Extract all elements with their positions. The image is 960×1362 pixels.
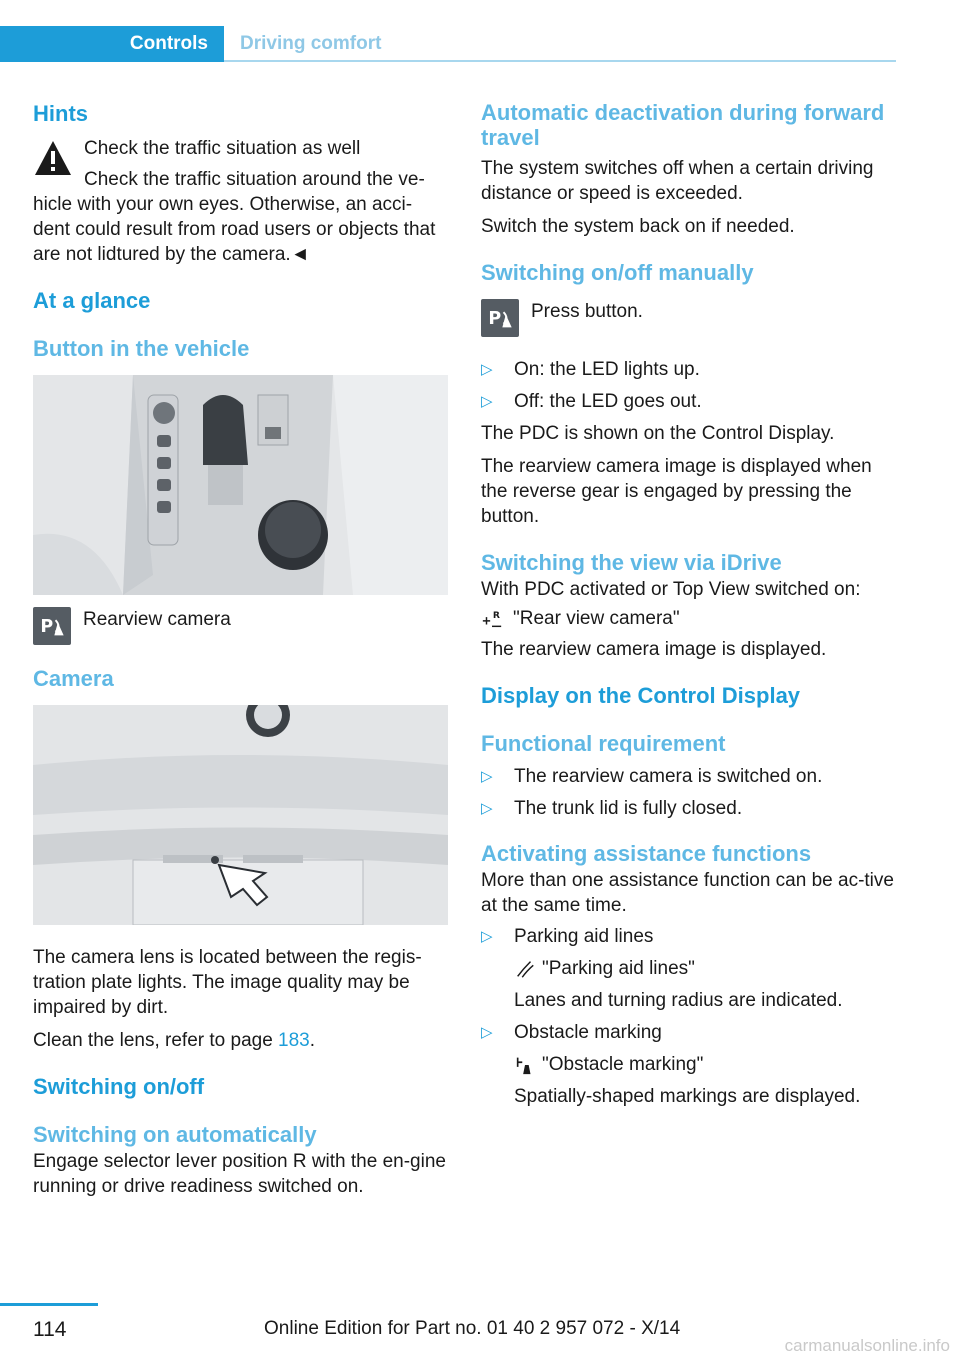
switching-auto-heading: Switching on automatically xyxy=(33,1122,317,1147)
svg-text:P: P xyxy=(488,308,502,329)
button-in-vehicle-heading: Button in the vehicle xyxy=(33,336,250,361)
pdc-button-icon-2 xyxy=(481,299,519,337)
parking-lines-menu-item[interactable]: "Parking aid lines" xyxy=(542,958,695,979)
at-a-glance-heading: At a glance xyxy=(33,288,151,313)
vehicle-console-image xyxy=(33,375,448,595)
bullet-triangle-icon: ▷ xyxy=(481,393,493,410)
bullet-triangle-icon: ▷ xyxy=(481,928,493,945)
parking-lines-title: Parking aid lines xyxy=(514,926,654,947)
camera-heading: Camera xyxy=(33,666,114,691)
rear-view-menu-row xyxy=(481,606,901,631)
rear-image-text: The rearview camera image is displayed when the reverse gear is engaged by pressing the button. xyxy=(481,456,872,527)
requirement-2: The trunk lid is fully closed. xyxy=(514,798,743,819)
requirement-1: The rearview camera is switched on. xyxy=(514,766,823,787)
list-item xyxy=(481,1020,901,1109)
assist-list xyxy=(481,924,901,1109)
led-list xyxy=(481,357,901,414)
warning-first-line: Check the traffic situation around the ve- xyxy=(84,169,425,190)
warning-body: hicle with your own eyes. Otherwise, an acci-dent could result from road users or objects that are not lidtured by the camera.◄ xyxy=(33,194,436,265)
idrive-heading: Switching the view via iDrive xyxy=(481,550,782,575)
header-bar xyxy=(0,0,960,62)
rearview-camera-button-row xyxy=(33,607,448,645)
bullet-triangle-icon: ▷ xyxy=(481,361,493,378)
warning-title: Check the traffic situation as well xyxy=(84,138,361,159)
tab-driving-comfort[interactable]: Driving comfort xyxy=(240,33,382,54)
manual-switch-heading: Switching on/off manually xyxy=(481,260,754,285)
rear-view-camera-icon xyxy=(481,608,503,630)
bullet-triangle-icon: ▷ xyxy=(481,1024,493,1041)
assist-heading: Activating assistance functions xyxy=(481,841,812,866)
switching-heading: Switching on/off xyxy=(33,1074,205,1099)
parking-lines-description: Lanes and turning radius are indicated. xyxy=(514,990,843,1011)
camera-description: The camera lens is located between the regis-tration plate lights. The image quality may be impaired by dirt. xyxy=(33,947,422,1018)
obstacle-marking-icon xyxy=(514,1054,536,1076)
parking-lines-icon xyxy=(514,958,536,980)
list-item xyxy=(481,764,901,789)
obstacle-menu-row xyxy=(514,1052,901,1077)
press-button-row xyxy=(481,299,901,337)
list-item xyxy=(481,389,901,414)
auto-deactivation-text: The system switches off when a certain driving distance or speed is exceeded. xyxy=(481,158,874,204)
obstacle-marking-title: Obstacle marking xyxy=(514,1022,662,1043)
list-item xyxy=(481,924,901,1013)
hints-heading: Hints xyxy=(33,101,88,126)
pdc-text: The PDC is shown on the Control Display. xyxy=(481,423,835,444)
display-heading: Display on the Control Display xyxy=(481,683,801,708)
rear-image-displayed: The rearview camera image is displayed. xyxy=(481,639,827,660)
right-column xyxy=(481,100,901,1116)
clean-lens-prefix: Clean the lens, refer to page xyxy=(33,1030,279,1051)
left-column xyxy=(33,100,448,1199)
page-183-link[interactable]: 183 xyxy=(278,1030,310,1051)
functional-heading: Functional requirement xyxy=(481,731,726,756)
header-divider xyxy=(224,60,896,62)
warning-block xyxy=(33,136,448,192)
idrive-text: With PDC activated or Top View switched on: xyxy=(481,579,861,600)
assist-text: More than one assistance function can be ac-tive at the same time. xyxy=(481,870,894,916)
obstacle-marking-menu-item[interactable]: "Obstacle marking" xyxy=(542,1054,704,1075)
led-off-text: Off: the LED goes out. xyxy=(514,391,702,412)
tab-controls[interactable]: Controls xyxy=(0,26,224,62)
rearview-camera-label: Rearview camera xyxy=(83,609,231,630)
parking-lines-menu-row xyxy=(514,956,901,981)
led-on-text: On: the LED lights up. xyxy=(514,359,700,380)
press-button-text: Press button. xyxy=(531,301,643,322)
clean-lens-text xyxy=(33,1028,448,1053)
footer-accent-line xyxy=(0,1303,98,1306)
list-item xyxy=(481,796,901,821)
list-item xyxy=(481,357,901,382)
warning-triangle-icon xyxy=(33,138,73,178)
switching-auto-text: Engage selector lever position R with the en-gine running or drive readiness switched on. xyxy=(33,1151,446,1197)
requirements-list xyxy=(481,764,901,821)
camera-location-image xyxy=(33,705,448,925)
obstacle-marking-description: Spatially-shaped markings are displayed. xyxy=(514,1086,861,1107)
pdc-button-icon xyxy=(33,607,71,645)
svg-text:R: R xyxy=(492,609,500,621)
bullet-triangle-icon: ▷ xyxy=(481,800,493,817)
watermark: carmanualsonline.info xyxy=(784,1336,950,1355)
svg-text:P: P xyxy=(40,616,54,637)
bullet-triangle-icon: ▷ xyxy=(481,768,493,785)
page-number: 114 xyxy=(33,1318,67,1341)
clean-lens-suffix: . xyxy=(309,1030,316,1051)
rear-view-menu-item[interactable]: "Rear view camera" xyxy=(513,608,680,629)
switch-back-text: Switch the system back on if needed. xyxy=(481,216,795,237)
edition-text: Online Edition for Part no. 01 40 2 957 072 - X/14 xyxy=(264,1318,681,1339)
auto-deactivation-heading: Automatic deactivation during forward travel xyxy=(481,100,885,150)
